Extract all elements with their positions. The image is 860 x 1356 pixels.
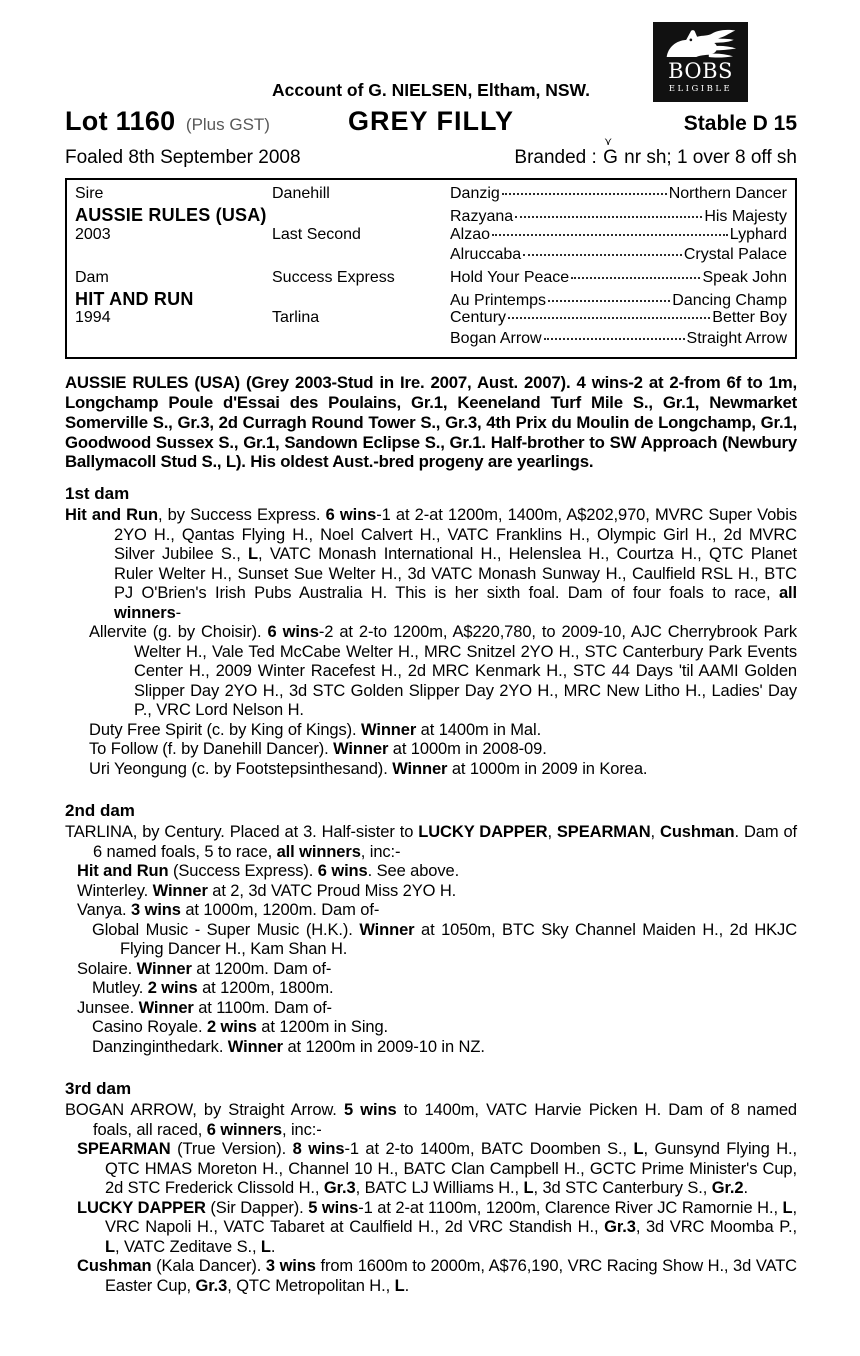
gp-name: Speak John xyxy=(702,268,787,286)
progeny-paragraph: Casino Royale. 2 wins at 1200m in Sing. xyxy=(92,1018,389,1037)
progeny-paragraph: SPEARMAN (True Version). 8 wins-1 at 2-to 1400m, BATC Doomben S., L, Gunsynd Flying H., QTC HMAS Moreton H., Channel 10 H., BATC Clan Campbell H., GCTC Prime Minister's Cup, 2d STC Frederick Clissold H., Gr.3, BATC LJ Williams H., L, 3d STC Canterbury S., Gr.2. xyxy=(77,1140,797,1198)
branded-line xyxy=(514,136,797,169)
dot-leader xyxy=(548,300,670,302)
plus-gst-note: (Plus GST) xyxy=(185,115,270,134)
grandparent-row xyxy=(450,246,787,264)
grandparent-row xyxy=(450,269,787,287)
dot-leader xyxy=(508,317,710,319)
gp-name: Crystal Palace xyxy=(683,246,787,264)
lot-left xyxy=(65,106,348,137)
pedigree-table xyxy=(65,178,797,359)
dam-parent-2: Tarlina xyxy=(272,309,320,327)
bobs-eligible-logo xyxy=(653,22,748,102)
brand-letter: G xyxy=(603,147,618,168)
progeny-paragraph: To Follow (f. by Danehill Dancer). Winner at 1000m in 2008-09. xyxy=(89,740,547,759)
dam-paragraph: TARLINA, by Century. Placed at 3. Half-sister to LUCKY DAPPER, SPEARMAN, Cushman. Dam of 6 named foals, 5 to race, all winners, inc:- xyxy=(65,823,798,861)
progeny-paragraph: Cushman (Kala Dancer). 3 wins from 1600m to 2000m, A$76,190, VRC Racing Show H., 3d VATC Easter Cup, Gr.3, QTC Metropolitan H., L. xyxy=(77,1257,797,1295)
sire-parent-2: Last Second xyxy=(272,225,361,243)
dot-leader xyxy=(492,234,728,236)
brand-symbol xyxy=(603,136,618,169)
progeny-paragraph: Mutley. 2 wins at 1200m, 1800m. xyxy=(92,979,334,998)
grandparent-row xyxy=(450,226,787,244)
progeny-paragraph: Solaire. Winner at 1200m. Dam of- xyxy=(77,959,332,978)
lot-number: Lot 1160 xyxy=(65,106,176,136)
dam-label: Dam xyxy=(75,268,109,286)
dam-parent-1: Success Express xyxy=(272,268,395,286)
sire-label: Sire xyxy=(75,185,104,202)
dam-paragraph: BOGAN ARROW, by Straight Arrow. 5 wins to 1400m, VATC Harvie Picken H. Dam of 8 named foals, all raced, 6 winners, inc:- xyxy=(65,1101,797,1139)
horse-head-icon xyxy=(662,25,740,61)
lot-row xyxy=(65,106,797,137)
sire-summary: AUSSIE RULES (USA) (Grey 2003-Stud in Ire. 2007, Aust. 2007). 4 wins-2 at 2-from 6f to 1m, Longchamp Poule d'Essai des Poulains, Gr.1, Keeneland Turf Mile S., Gr.1, Newmarket Somerville S., Gr.3, 2d Curragh Round Tower S., Gr.3, 4th Prix du Moulin de Longchamp, Gr.1, Goodwood Sussex S., Gr.1, Sandown Eclipse S., Gr.1. Half-brother to SW Approach (Newbury Ballymacoll Stud S., L). His oldest Aust.-bred progeny are yearlings. xyxy=(65,373,797,472)
bobs-eligible-text: ELIGIBLE xyxy=(668,84,733,94)
progeny-paragraph: Hit and Run (Success Express). 6 wins. See above. xyxy=(77,862,460,881)
section-heading: 3rd dam xyxy=(65,1079,132,1099)
gp-name: Bogan Arrow xyxy=(450,329,542,347)
dot-leader xyxy=(515,216,702,218)
progeny-paragraph: Danzinginthedark. Winner at 1200m in 2009-10 in NZ. xyxy=(92,1037,485,1056)
sire-name: AUSSIE RULES (USA) xyxy=(75,205,267,226)
branded-label: Branded : xyxy=(514,147,597,168)
dam-paragraph: Hit and Run, by Success Express. 6 wins-1 at 2-at 1200m, 1400m, A$202,970, MVRC Super Vobis 2YO H., Qantas Flying H., Noel Calvert H., VATC Franklins H., Olympic Girl H., 2d MVRC Silver Jubilee S., L, VATC Monash International H., Helenslea H., Courtza H., QTC Planet Ruler Welter H., Sunset Sue Welter H., 3d VATC Monash Sunway H., Caulfield RSL H., BTC PJ O'Brien's Irish Pubs Australia H. This is her sixth foal. Dam of four foals to race, all winners- xyxy=(65,506,797,622)
grandparent-row xyxy=(450,208,787,226)
gp-name: Straight Arrow xyxy=(686,329,787,347)
section-3rd-dam xyxy=(65,1079,797,1296)
gp-name: Dancing Champ xyxy=(672,291,787,309)
section-heading: 1st dam xyxy=(65,484,130,504)
progeny-paragraph: Allervite (g. by Choisir). 6 wins-2 at 2-to 1200m, A$220,780, to 2009-10, AJC Cherrybrook Park Welter H., Vale Ted McCabe Welter H., MRC Snitzel 2YO H., STC Canterbury Park Events Center H., 2009 Winter Racefest H., 2d MRC Kenmark H., STC 44 Days 'til AAMI Golden Slipper Day 2YO H., 3d STC Golden Slipper Day 2YO H., MRC New Litho H., Ladies' Day P., VRC Lord Nelson H. xyxy=(89,623,797,720)
gp-name: Alzao xyxy=(450,225,491,243)
grandparent-row xyxy=(450,330,787,348)
progeny-paragraph: Global Music - Super Music (H.K.). Winner at 1050m, BTC Sky Channel Maiden H., 2d HKJC Flying Dancer H., Kam Shan H. xyxy=(92,920,798,959)
grandparent-row xyxy=(450,185,787,203)
grandparent-row xyxy=(450,309,787,327)
bobs-logo-text: BOBS xyxy=(668,59,733,83)
gp-name: Century xyxy=(450,309,507,327)
dot-leader xyxy=(523,254,682,256)
progeny-paragraph: Winterley. Winner at 2, 3d VATC Proud Miss 2YO H. xyxy=(77,881,457,900)
dot-leader xyxy=(571,277,700,279)
dot-leader xyxy=(502,193,667,195)
dam-name: HIT AND RUN xyxy=(75,288,194,309)
progeny-paragraph: LUCKY DAPPER (Sir Dapper). 5 wins-1 at 2-at 1100m, 1200m, Clarence River JC Ramornie H., L, VRC Napoli H., VATC Tabaret at Caulfield H., 2d VRC Standish H., Gr.3, 3d VRC Moomba P., L, VATC Zeditave S., L. xyxy=(77,1198,798,1256)
progeny-paragraph: Uri Yeongung (c. by Footstepsinthesand). Winner at 1000m in 2009 in Korea. xyxy=(89,759,648,778)
gp-name: Au Printemps xyxy=(450,291,547,309)
progeny-paragraph: Vanya. 3 wins at 1000m, 1200m. Dam of- xyxy=(77,901,380,920)
progeny-paragraph: Duty Free Spirit (c. by King of Kings). Winner at 1400m in Mal. xyxy=(89,720,542,739)
sire-year: 2003 xyxy=(75,225,111,243)
gp-name: His Majesty xyxy=(704,208,787,226)
grandparent-row xyxy=(450,292,787,310)
account-line: Account of G. NIELSEN, Eltham, NSW. xyxy=(272,80,590,100)
section-2nd-dam xyxy=(65,801,797,1057)
dot-leader xyxy=(544,338,685,340)
section-heading: 2nd dam xyxy=(65,801,135,821)
foal-row xyxy=(65,136,797,169)
gp-name: Alruccaba xyxy=(450,246,522,264)
gp-name: Lyphard xyxy=(729,225,787,243)
gp-name: Razyana xyxy=(450,208,514,226)
horse-title: GREY FILLY xyxy=(347,106,515,136)
stable-number: Stable D 15 xyxy=(683,112,797,135)
gp-name: Danzig xyxy=(450,185,500,202)
branded-description: nr sh; 1 over 8 off sh xyxy=(624,147,797,168)
gp-name: Hold Your Peace xyxy=(450,268,570,286)
brand-mark-icon: ⋎ xyxy=(604,136,613,148)
sire-parent-1: Danehill xyxy=(272,185,330,202)
dam-year: 1994 xyxy=(75,309,111,327)
foaled-date: Foaled 8th September 2008 xyxy=(65,147,301,168)
dam-block xyxy=(75,269,787,351)
progeny-paragraph: Junsee. Winner at 1100m. Dam of- xyxy=(77,998,332,1017)
sire-block xyxy=(75,185,787,267)
gp-name: Northern Dancer xyxy=(668,185,787,202)
gp-name: Better Boy xyxy=(712,309,787,327)
section-1st-dam xyxy=(65,484,797,779)
